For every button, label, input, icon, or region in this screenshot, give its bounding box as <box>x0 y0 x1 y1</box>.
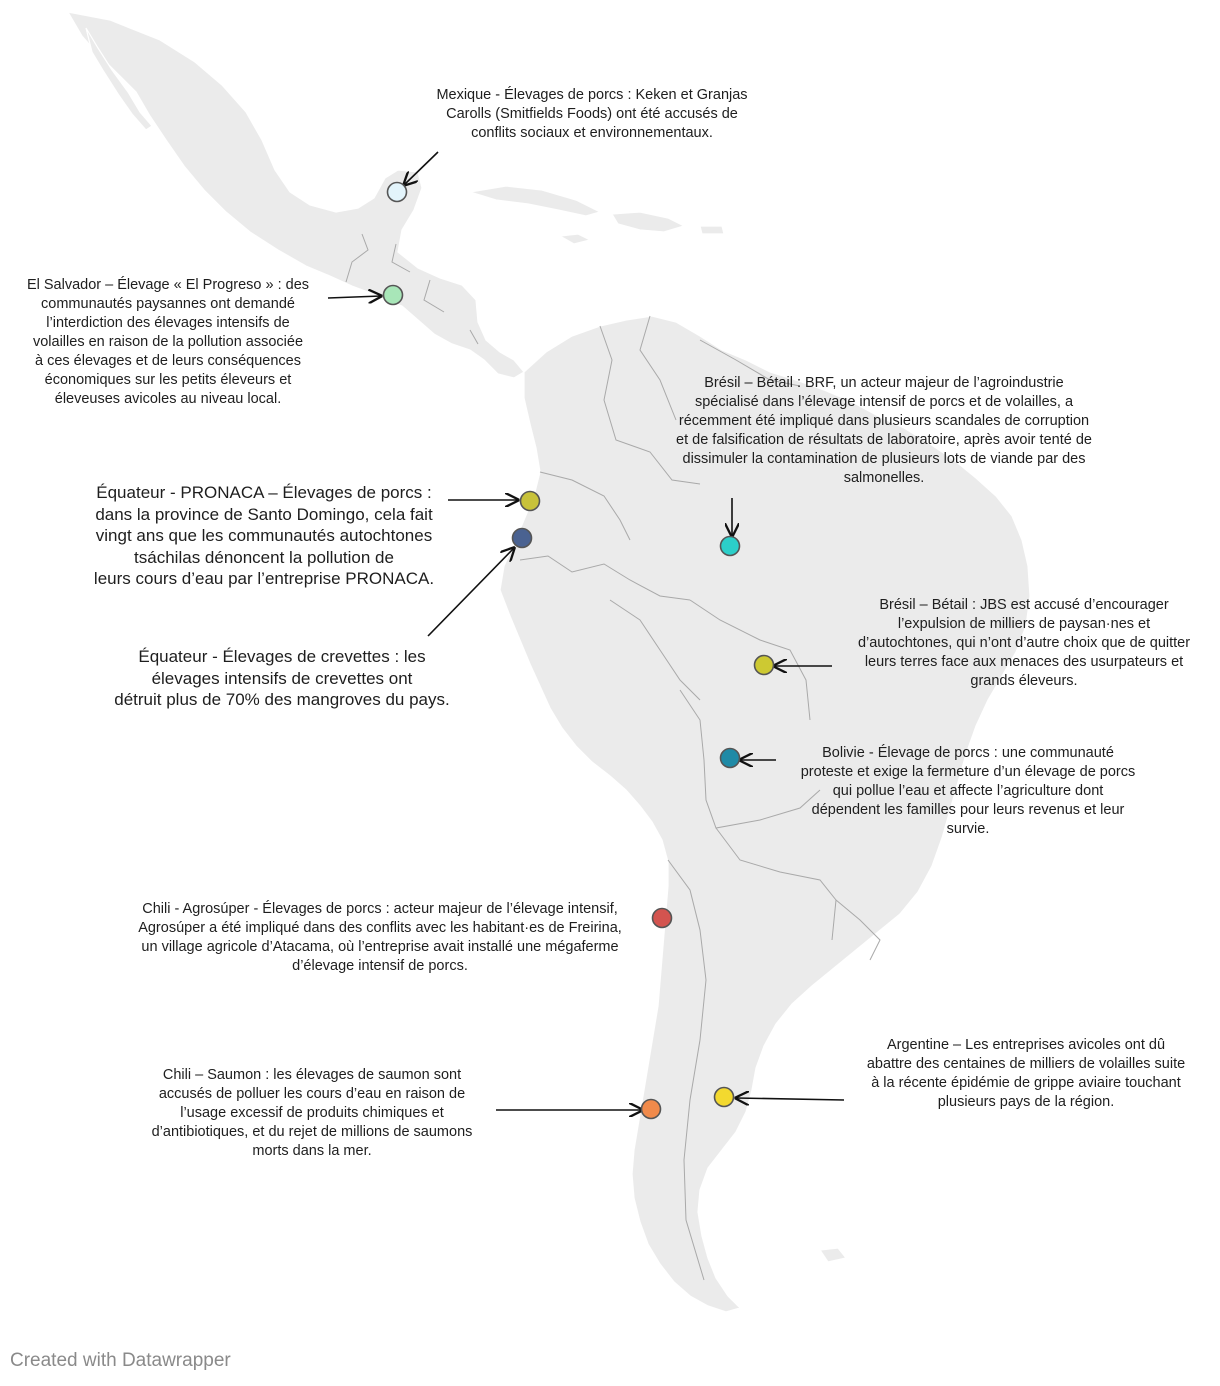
annotation-bresil-jbs <box>834 596 1214 691</box>
annotation-line: Chili – Saumon : les élevages de saumon sont <box>162 1067 462 1083</box>
annotation-line: abattre des centaines de milliers de volailles suite <box>866 1056 1186 1072</box>
annotation-line: à ces élevages et de leurs conséquences <box>34 353 301 369</box>
annotation-bresil-brf <box>634 374 1134 488</box>
marker-equateur-pronaca[interactable] <box>521 492 540 511</box>
annotation-equateur-crevettes <box>92 646 472 711</box>
annotation-equateur-pronaca <box>64 482 464 590</box>
annotation-line: Mexique - Élevages de porcs : Keken et Granjas <box>436 87 748 103</box>
annotation-line: économiques sur les petits éleveurs et <box>44 372 292 388</box>
annotation-line: tsáchilas dénoncent la pollution de <box>134 547 394 567</box>
annotation-line: Chili - Agrosúper - Élevages de porcs : acteur majeur de l’élevage intensif, <box>142 901 618 917</box>
annotation-line: vingt ans que les communautés autochtones <box>95 526 433 545</box>
annotation-line: l’interdiction des élevages intensifs de <box>46 315 290 331</box>
annotation-line: dissimuler la contamination de plusieurs lots de viande par des <box>682 451 1086 467</box>
annotation-line: détruit plus de 70% des mangroves du pays. <box>114 690 450 709</box>
annotation-line: l’expulsion de milliers de paysan·nes et <box>897 616 1151 632</box>
annotation-line: spécialisé dans l’élevage intensif de porcs et de volailles, a <box>694 394 1074 410</box>
annotation-line: leurs cours d’eau par l’entreprise PRONACA. <box>93 569 435 588</box>
annotation-line: et de falsification de résultats de laboratoire, après avoir tenté de <box>676 432 1092 448</box>
annotation-line: morts dans la mer. <box>252 1143 372 1159</box>
annotation-line: proteste et exige la fermeture d’un élevage de porcs <box>800 764 1136 780</box>
annotation-line: éleveuses avicoles au niveau local. <box>54 391 282 407</box>
annotation-line: plusieurs pays de la région. <box>937 1094 1115 1110</box>
annotation-mexique <box>404 86 780 143</box>
annotation-line: Équateur - Élevages de crevettes : les <box>138 647 426 666</box>
marker-chili-saumon[interactable] <box>642 1100 661 1119</box>
marker-argentine[interactable] <box>715 1088 734 1107</box>
annotation-line: Carolls (Smitfields Foods) ont été accusés de <box>446 106 738 122</box>
annotation-line: d’autochtones, qui n’ont d’autre choix que de quitter <box>857 635 1191 651</box>
marker-salvador[interactable] <box>384 286 403 305</box>
puerto-rico <box>700 226 724 234</box>
annotation-line: Bolivie - Élevage de porcs : une communauté <box>822 745 1114 761</box>
marker-bresil-brf[interactable] <box>721 537 740 556</box>
annotation-line: Équateur - PRONACA – Élevages de porcs : <box>96 483 432 502</box>
annotation-line: leurs terres face aux menaces des usurpateurs et <box>864 654 1184 670</box>
annotation-bolivie <box>778 744 1158 839</box>
annotation-line: Agrosúper a été impliqué dans des conflits avec les habitant·es de Freirina, <box>138 920 622 936</box>
annotation-line: communautés paysannes ont demandé <box>41 296 295 312</box>
annotation-line: l’usage excessif de produits chimiques et <box>180 1105 444 1121</box>
annotation-line: El Salvador – Élevage « El Progreso » : des <box>26 277 310 293</box>
annotation-line: d’élevage intensif de porcs. <box>292 958 468 974</box>
annotation-line: qui pollue l’eau et affecte l’agriculture dont <box>832 783 1104 799</box>
annotation-chili-saumon <box>122 1066 502 1161</box>
annotation-line: à la récente épidémie de grippe aviaire touchant <box>871 1075 1181 1091</box>
cuba <box>470 186 600 216</box>
annotation-chili-agrosuper <box>104 900 656 976</box>
arrow-salvador <box>328 296 381 298</box>
annotation-line: Brésil – Bétail : BRF, un acteur majeur de l’agroindustrie <box>704 375 1064 391</box>
marker-mexique[interactable] <box>388 183 407 202</box>
annotation-line: salmonelles. <box>843 470 925 486</box>
annotation-line: accusés de polluer les cours d’eau en raison de <box>158 1086 466 1102</box>
annotation-line: d’antibiotiques, et du rejet de millions de saumons <box>151 1124 473 1140</box>
annotation-line: dans la province de Santo Domingo, cela fait <box>95 504 433 524</box>
marker-equateur-crevettes[interactable] <box>513 529 532 548</box>
annotation-salvador <box>10 276 326 409</box>
arrow-argentine <box>736 1098 844 1100</box>
annotation-line: volailles en raison de la pollution associée <box>32 334 304 350</box>
datawrapper-credit[interactable]: Created with Datawrapper <box>10 1350 231 1371</box>
annotation-line: survie. <box>946 821 990 837</box>
marker-bolivie[interactable] <box>721 749 740 768</box>
annotation-line: Argentine – Les entreprises avicoles ont dû <box>886 1037 1166 1053</box>
marker-bresil-jbs[interactable] <box>755 656 774 675</box>
jamaica <box>560 234 590 244</box>
hispaniola <box>612 212 684 232</box>
annotation-line: élevages intensifs de crevettes ont <box>151 668 413 688</box>
annotation-line: dépendent les familles pour leurs revenus et leur <box>811 802 1125 818</box>
arrow-mexique <box>404 152 438 185</box>
annotation-line: conflits sociaux et environnementaux. <box>471 125 713 141</box>
annotation-line: grands éleveurs. <box>970 673 1078 689</box>
annotation-line: un village agricole d’Atacama, où l’entreprise avait installé une mégaferme <box>141 939 619 955</box>
annotation-argentine <box>836 1036 1216 1112</box>
annotation-line: Brésil – Bétail : JBS est accusé d’encourager <box>879 597 1169 613</box>
annotation-line: récemment été impliqué dans plusieurs scandales de corruption <box>678 413 1090 429</box>
falklands <box>820 1248 846 1262</box>
